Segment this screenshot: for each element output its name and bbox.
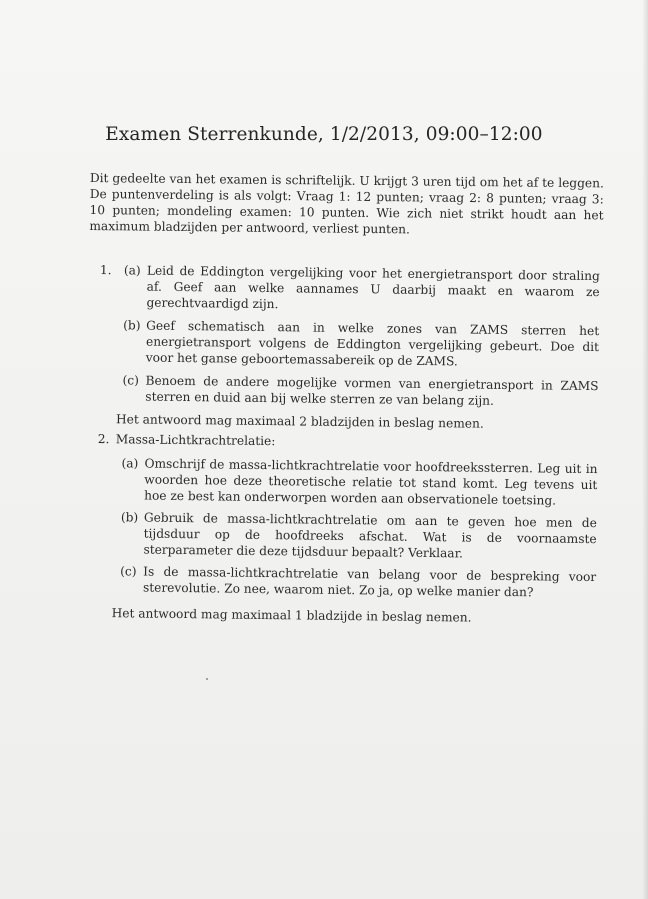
- part-label: (b): [123, 318, 141, 333]
- question-2: [96, 431, 598, 627]
- question-part: [97, 455, 598, 509]
- question-part: [98, 372, 598, 410]
- part-text: Is de massa-lichtkrachtrelatie van belang voor de bespreking voor sterevolutie. Zo nee, waarom niet. Zo ja, op welke manier dan?: [142, 564, 597, 600]
- question-number: 1.: [99, 262, 112, 278]
- part-label: (c): [120, 564, 137, 579]
- question-part: [99, 262, 600, 316]
- question-1: [98, 262, 600, 433]
- question-part: [99, 317, 600, 371]
- exam-instructions: Dit gedeelte van het examen is schriftelijk. U krijgt 3 uren tijd om het af te leggen. De puntenverdeling is als volgt: Vraag 1: 12 punten; vraag 2: 8 punten; vraag 3: 10 punten; mondeling examen: 10 punten. Wie zich niet strikt houdt aan het maximum bladzijden per antwoord, verliest punten.: [89, 170, 604, 237]
- part-label: (a): [123, 263, 141, 278]
- part-label: (b): [120, 510, 139, 525]
- part-label: (c): [122, 373, 139, 388]
- part-text: Geef schematisch aan in welke zones van ZAMS sterren het energietransport volgens de Eddington vergelijking gebeurt. Doe dit voor het ganse geboortemassabereik op de ZAMS.: [145, 318, 600, 369]
- page-limit-note: Het antwoord mag maximaal 1 bladzijde in beslag nemen.: [111, 606, 472, 625]
- exam-title: Examen Sterrenkunde, 1/2/2013, 09:00–12:00: [105, 124, 543, 145]
- part-label: (a): [121, 456, 139, 471]
- question-part: [96, 563, 596, 601]
- paper-speck: [206, 678, 208, 680]
- question-number: 2.: [97, 431, 110, 447]
- part-text: Gebruik de massa-lichtkrachtrelatie om aan te geven hoe men de tijdsduur op de hoofdreeks afschat. Wat is de voornaamste sterparameter die deze tijdsduur bepaalt? Verklaar.: [143, 510, 597, 561]
- question-title: Massa-Lichtkrachtrelatie:: [115, 432, 276, 449]
- part-text: Benoem de andere mogelijke vormen van energietransport in ZAMS sterren en duid aan bij welke sterren ze van belang zijn.: [145, 373, 599, 408]
- part-text: Leid de Eddington vergelijking voor het energietransport door straling af. Geef aan welke aannames U daarbij maakt en waarom ze gerechtvaardigd zijn.: [146, 263, 600, 312]
- page-limit-note: Het antwoord mag maximaal 2 bladzijden in beslag nemen.: [115, 412, 484, 431]
- question-list: [96, 262, 600, 627]
- part-text: Omschrijf de massa-lichtkrachtrelatie voor hoofdreekssterren. Leg uit in woorden hoe deze theoretische relatie tot stand komt. Leg tevens uit hoe ze best kan onderworpen worden aan observationele toetsing.: [144, 456, 598, 508]
- question-part: [96, 509, 597, 563]
